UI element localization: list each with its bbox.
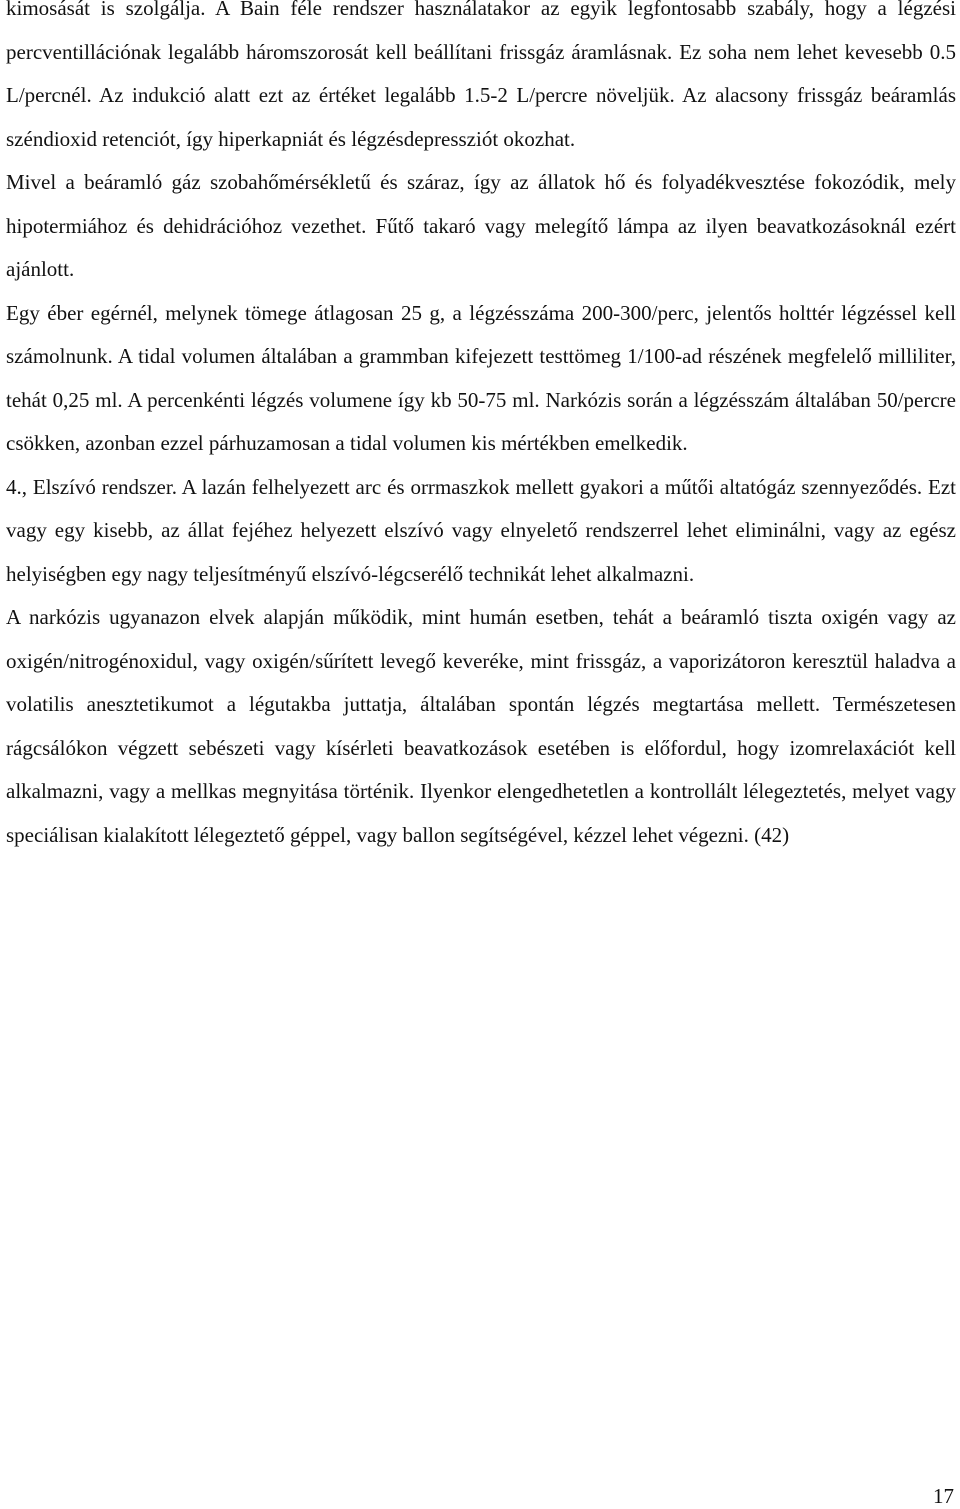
paragraph-mouse-respiration: Egy éber egérnél, melynek tömege átlagosan 25 g, a légzésszáma 200-300/perc, jelentős holttér légzéssel kell számolnunk. A tidal volumen általában a grammban kifejezett testtömeg 1/100-ad részének megfelelő milliliter, tehát 0,25 ml. A percenkénti légzés volumene így kb 50-75 ml. Narkózis során a légzésszám általában 50/percre csökken, azonban ezzel párhuzamosan a tidal volumen kis mértékben emelkedik. [6, 300, 956, 455]
page-number: 17 [933, 1484, 954, 1508]
body-text [6, 0, 956, 857]
paragraph-temperature: Mivel a beáramló gáz szobahőmérsékletű és száraz, így az állatok hő és folyadékvesztése fokozódik, mely hipotermiához és dehidrációhoz vezethet. Fűtő takaró vagy melegítő lámpa az ilyen beavatkozásoknál ezért ajánlott. [6, 170, 956, 281]
paragraph-bain-system: kimosását is szolgálja. A Bain féle rendszer használatakor az egyik legfontosabb szabály, hogy a légzési percventillációnak legalább háromszorosát kell beállítani frissgáz áramlásnak. Ez soha nem lehet kevesebb 0.5 L/percnél. Az indukció alatt ezt az értéket legalább 1.5-2 L/percre növeljük. Az alacsony frissgáz beáramlás széndioxid retenciót, így hiperkapniát és légzésdepressziót okozhat. [6, 0, 956, 151]
paragraph-narcosis: A narkózis ugyanazon elvek alapján működik, mint humán esetben, tehát a beáramló tiszta oxigén vagy az oxigén/nitrogénoxidul, vagy oxigén/sűrített levegő keveréke, mint frissgáz, a vaporizátoron keresztül haladva a volatilis anesztetikumot a légutakba juttatja, általában spontán légzés megtartása mellett. Természetesen rágcsálókon végzett sebészeti vagy kísérleti beavatkozások esetében is előfordul, hogy izomrelaxációt kell alkalmazni, vagy a mellkas megnyitása történik. Ilyenkor elengedhetetlen a kontrollált lélegeztetés, melyet vagy speciálisan kialakított lélegeztető géppel, vagy ballon segítségével, kézzel lehet végezni. (42) [6, 605, 956, 847]
paragraph-scavenging-system: 4., Elszívó rendszer. A lazán felhelyezett arc és orrmaszkok mellett gyakori a műtői altatógáz szennyeződés. Ezt vagy egy kisebb, az állat fejéhez helyezett elszívó vagy elnyelető rendszerrel lehet eliminálni, vagy az egész helyiségben egy nagy teljesítményű elszívó-légcserélő technikát lehet alkalmazni. [6, 474, 956, 586]
